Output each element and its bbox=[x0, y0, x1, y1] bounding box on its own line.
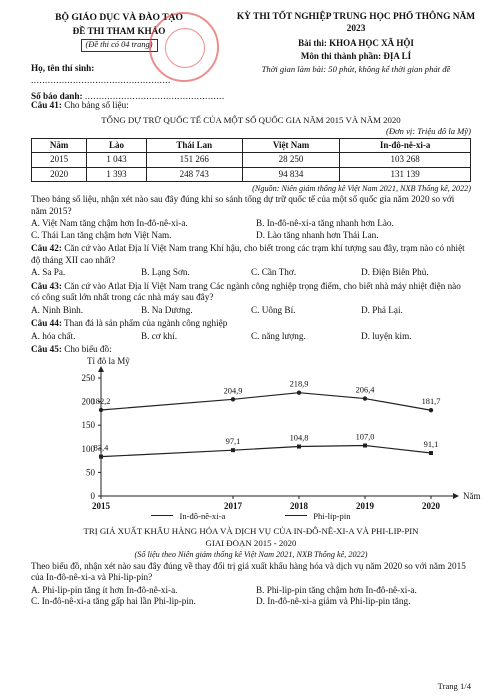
q42-label: Câu 42: bbox=[31, 243, 62, 254]
data-point bbox=[429, 408, 433, 412]
q45-options bbox=[31, 585, 471, 608]
q45-intro: Cho biểu đồ: bbox=[61, 344, 112, 355]
answer-option[interactable]: D. Phả Lại. bbox=[361, 304, 403, 315]
legend-line-marker bbox=[151, 515, 173, 516]
q44-options bbox=[31, 331, 471, 343]
question-41 bbox=[31, 100, 471, 241]
table-cell: 1 393 bbox=[87, 167, 146, 181]
legend-item bbox=[151, 511, 225, 522]
data-point bbox=[99, 454, 103, 458]
answer-option[interactable]: D. luyện kim. bbox=[361, 330, 412, 341]
time-note: Thời gian làm bài: 50 phút, không kể thời gian phát đề bbox=[261, 64, 451, 74]
data-point bbox=[231, 448, 235, 452]
table-row bbox=[32, 167, 471, 181]
q41-label: Câu 41: bbox=[31, 100, 62, 110]
answer-option[interactable]: A. hóa chất. bbox=[31, 330, 76, 341]
q42-options bbox=[31, 267, 471, 279]
candidate-id-label: Số báo danh: bbox=[31, 91, 83, 101]
series-line bbox=[101, 445, 431, 456]
ministry-name: BỘ GIÁO DỤC VÀ ĐÀO TẠO bbox=[55, 12, 183, 23]
data-point bbox=[297, 390, 301, 394]
series-line bbox=[101, 392, 431, 410]
answer-option[interactable]: A. Sa Pa. bbox=[31, 267, 66, 278]
answer-option[interactable]: A. Việt Nam tăng chậm hơn In-đô-nê-xi-a. bbox=[31, 218, 188, 229]
q44-text: Than đá là sản phẩm của ngành công nghiệp bbox=[61, 318, 228, 329]
question-44 bbox=[31, 318, 471, 342]
chart-svg bbox=[31, 355, 481, 511]
x-tick-label: 2020 bbox=[422, 500, 440, 511]
data-label: 91,1 bbox=[423, 439, 439, 449]
q41-intro: Cho bảng số liệu: bbox=[61, 100, 129, 110]
data-point bbox=[297, 444, 301, 448]
q41-data-table bbox=[31, 138, 471, 182]
candidate-name-blank: .................................................. bbox=[31, 74, 171, 85]
answer-option[interactable]: C. Uông Bí. bbox=[251, 304, 296, 315]
answer-option[interactable]: A. Phi-lip-pin tăng ít hơn In-đô-nê-xi-a. bbox=[31, 584, 178, 595]
q41-table-unit: (Đơn vị: Triệu đô la Mỹ) bbox=[385, 126, 471, 137]
x-axis-label: Năm bbox=[463, 490, 481, 501]
x-tick-label: 2018 bbox=[290, 500, 308, 511]
exam-info-block bbox=[231, 12, 481, 75]
table-cell: 2015 bbox=[32, 153, 87, 167]
chart-source: (Số liệu theo Niên giám thống kê Việt Nam 2021, NXB Thống kê, 2022) bbox=[134, 550, 368, 560]
table-header-cell: Việt Nam bbox=[242, 139, 339, 153]
table-cell: 151 266 bbox=[146, 153, 242, 167]
q41-question: Theo bảng số liệu, nhận xét nào sau đây đúng khi so sánh tổng dự trữ quốc tế của một số quốc gia năm 2020 so với năm 2015? bbox=[31, 194, 455, 216]
question-45 bbox=[31, 344, 481, 607]
table-cell: 28 250 bbox=[242, 153, 339, 167]
answer-option[interactable]: C. Cần Thơ. bbox=[251, 267, 297, 278]
legend-line-marker bbox=[285, 515, 307, 516]
data-label: 182,2 bbox=[91, 396, 111, 406]
data-point bbox=[363, 396, 367, 400]
legend-label: In-đô-nê-xi-a bbox=[179, 510, 226, 521]
table-cell: 248 743 bbox=[146, 167, 242, 181]
table-cell: 131 139 bbox=[340, 167, 471, 181]
q44-label: Câu 44: bbox=[31, 318, 62, 329]
chart-subtitle: GIAI ĐOẠN 2015 - 2020 bbox=[205, 538, 297, 549]
data-label: 107,0 bbox=[355, 432, 375, 442]
data-point bbox=[99, 408, 103, 412]
question-42 bbox=[31, 243, 471, 279]
y-tick-label: 250 bbox=[81, 372, 95, 383]
q45-question: Theo biểu đồ, nhận xét nào sau đây đúng về thay đổi trị giá xuất khẩu hàng hóa và dịch vụ năm 2020 so với năm 2015 của In-đô-nê-xi-a và Phi-lip-pin? bbox=[31, 560, 466, 583]
q41-options bbox=[31, 218, 471, 241]
data-point bbox=[429, 451, 433, 455]
x-tick-label: 2017 bbox=[224, 500, 242, 511]
page-number: Trang 1/4 bbox=[437, 681, 471, 692]
data-label: 204,9 bbox=[223, 386, 243, 396]
y-tick-label: 150 bbox=[81, 419, 95, 430]
subject-name: Môn thi thành phần: ĐỊA LÍ bbox=[300, 50, 412, 61]
table-header-cell: Năm bbox=[32, 139, 87, 153]
answer-option[interactable]: B. Lạng Sơn. bbox=[141, 267, 190, 278]
y-tick-label: 100 bbox=[81, 443, 95, 454]
q45-label: Câu 45: bbox=[31, 344, 62, 355]
y-tick-label: 50 bbox=[86, 467, 95, 478]
data-point bbox=[363, 443, 367, 447]
q41-source: (Nguồn: Niên giám thống kê Việt Nam 2021, NXB Thống kê, 2022) bbox=[252, 183, 471, 193]
x-tick-label: 2015 bbox=[92, 500, 110, 511]
exam-kind: ĐỀ THI THAM KHẢO bbox=[72, 25, 166, 36]
answer-option[interactable]: B. Na Dương. bbox=[141, 304, 193, 315]
q43-options bbox=[31, 305, 471, 317]
table-cell: 1 043 bbox=[87, 153, 146, 167]
table-header-cell: Thái Lan bbox=[146, 139, 242, 153]
candidate-fields bbox=[31, 63, 231, 108]
q41-table-title: TỔNG DỰ TRỮ QUỐC TẾ CỦA MỘT SỐ QUỐC GIA NĂM 2015 VÀ NĂM 2020 bbox=[101, 114, 401, 125]
q43-text: Căn cứ vào Atlat Địa lí Việt Nam trang Các ngành công nghiệp trọng điểm, cho biết nhà máy nhiệt điện nào có công suất lớn nhất trong các nhà máy sau đây? bbox=[31, 280, 461, 303]
data-label: 206,4 bbox=[355, 385, 375, 395]
answer-option[interactable]: D. Lào tăng nhanh hơn Thái Lan. bbox=[256, 229, 379, 240]
question-43 bbox=[31, 281, 471, 317]
answer-option[interactable]: B. cơ khí. bbox=[141, 330, 177, 341]
table-cell: 103 268 bbox=[340, 153, 471, 167]
data-label: 104,8 bbox=[289, 433, 309, 443]
table-cell: 94 834 bbox=[242, 167, 339, 181]
answer-option[interactable]: C. Thái Lan tăng chậm hơn Việt Nam. bbox=[31, 229, 172, 240]
chart-title: TRỊ GIÁ XUẤT KHẨU HÀNG HÓA VÀ DỊCH VỤ CỦA IN-ĐÔ-NÊ-XI-A VÀ PHI-LIP-PIN bbox=[83, 526, 419, 537]
data-label: 218,9 bbox=[289, 379, 309, 389]
table-header-cell: In-đô-nê-xi-a bbox=[340, 139, 471, 153]
answer-option[interactable]: D. Điện Biên Phủ. bbox=[361, 267, 429, 278]
chart-legend bbox=[31, 511, 471, 522]
data-label: 83,4 bbox=[93, 443, 109, 453]
y-tick-label: 0 bbox=[90, 490, 95, 501]
answer-option[interactable]: D. In-đô-nê-xi-a giảm và Phi-lip-pin tăng. bbox=[256, 596, 411, 607]
y-axis-arrow bbox=[98, 366, 104, 372]
y-axis-label: Tỉ đô la Mỹ bbox=[87, 355, 130, 366]
exam-title: KỲ THI TỐT NGHIỆP TRUNG HỌC PHỔ THÔNG NĂM 2023 bbox=[236, 12, 476, 34]
pages-note: (Đề thi có 04 trang) bbox=[81, 39, 158, 52]
export-line-chart bbox=[31, 355, 481, 511]
table-header-row bbox=[32, 139, 471, 153]
y-tick-label: 200 bbox=[81, 396, 95, 407]
data-label: 181,7 bbox=[421, 396, 441, 406]
legend-item bbox=[285, 511, 350, 522]
x-axis-arrow bbox=[453, 493, 459, 499]
data-label: 97,1 bbox=[225, 436, 241, 446]
answer-option[interactable]: C. In-đô-nê-xi-a tăng gấp hai lần Phi-lip-pin. bbox=[31, 596, 196, 607]
answer-option[interactable]: A. Ninh Bình. bbox=[31, 304, 84, 315]
table-row bbox=[32, 153, 471, 167]
answer-option[interactable]: B. In-đô-nê-xi-a tăng nhanh hơn Lào. bbox=[256, 218, 394, 229]
test-name: Bài thi: KHOA HỌC XÃ HỘI bbox=[298, 37, 414, 48]
candidate-id-blank: .................................................. bbox=[84, 91, 225, 101]
table-header-cell: Lào bbox=[87, 139, 146, 153]
x-tick-label: 2019 bbox=[356, 500, 374, 511]
data-point bbox=[231, 397, 235, 401]
table-cell: 2020 bbox=[32, 167, 87, 181]
q43-label: Câu 43: bbox=[31, 280, 62, 291]
exam-header bbox=[31, 8, 476, 101]
legend-label: Phi-lip-pin bbox=[313, 510, 351, 521]
q42-text: Căn cứ vào Atlat Địa lí Việt Nam trang Khí hậu, cho biết trong các trạm khí tượng sau đây, trạm nào có nhiệt độ tháng XII cao nhất? bbox=[31, 243, 465, 265]
answer-option[interactable]: B. Phi-lip-pin tăng chậm hơn In-đô-nê-xi-a. bbox=[256, 584, 417, 595]
candidate-name-label: Họ, tên thí sinh: bbox=[31, 63, 95, 73]
answer-option[interactable]: C. năng lượng. bbox=[251, 330, 306, 341]
